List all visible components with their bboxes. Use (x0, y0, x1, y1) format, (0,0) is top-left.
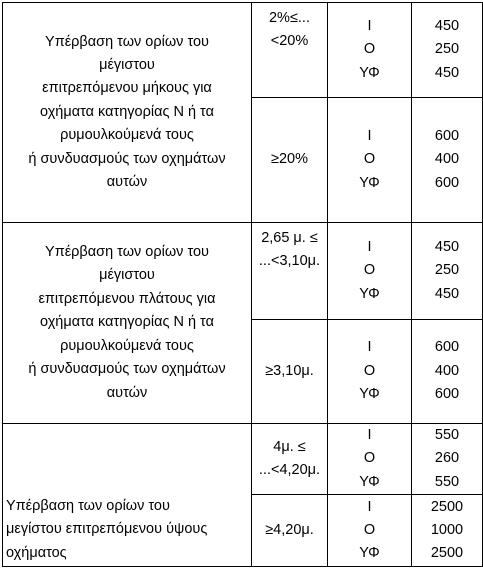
category-label: Ο (363, 262, 376, 279)
category-cell (328, 223, 412, 320)
violation-text-line: οχήματα κατηγορίας Ν ή τα (40, 103, 214, 120)
violation-text-line: ρυμουλκούμενά τους (60, 127, 194, 144)
range-cell (252, 223, 328, 320)
fine-amount: 1000 (430, 522, 464, 539)
violation-text-line: επιτρεπόμενου πλάτους για (38, 290, 216, 307)
violation-text-line: οχήματος (6, 544, 67, 561)
fine-amount: 2500 (430, 545, 464, 562)
amount-cell (412, 495, 483, 567)
category-cell (328, 98, 412, 223)
category-cell (328, 320, 412, 424)
fine-amount: 600 (434, 127, 460, 144)
fine-amount: 250 (434, 262, 460, 279)
range-text-line: ≥3,10μ. (265, 362, 314, 379)
category-label: ΥΦ (359, 473, 380, 490)
violation-text-line: οχήματα κατηγορίας Ν ή τα (40, 314, 214, 331)
range-cell (252, 98, 328, 223)
fine-amount: 600 (434, 339, 460, 356)
violation-text-line: ή συνδυασμούς των οχημάτων (28, 150, 226, 167)
violation-text-line: Υπέρβαση των ορίων του (45, 244, 209, 261)
category-label: Ο (363, 151, 376, 168)
violation-description-height (3, 424, 252, 567)
fine-amount: 400 (434, 151, 460, 168)
violation-text-line: Υπέρβαση των ορίων του (45, 33, 209, 50)
category-label: Ο (363, 450, 376, 467)
category-label: ΥΦ (359, 64, 380, 81)
fine-amount: 450 (434, 17, 460, 34)
violation-text-line: ή συνδυασμούς των οχημάτων (28, 361, 226, 378)
category-cell (328, 3, 412, 98)
fine-amount: 550 (434, 473, 460, 490)
range-text-line: ...<3,10μ. (258, 253, 321, 270)
category-label: Ι (367, 339, 372, 356)
range-text-line: 4μ. ≤ (273, 438, 306, 455)
category-label: Ο (363, 362, 376, 379)
category-label: ΥΦ (359, 545, 380, 562)
table-row (3, 223, 483, 320)
range-text-line: 2,65 μ. ≤ (261, 230, 318, 246)
category-label: Ι (367, 427, 372, 443)
fine-amount: 450 (434, 238, 460, 255)
violation-text-line: μέγιστου (99, 56, 155, 73)
category-label: Ι (367, 17, 372, 34)
fine-amount: 250 (434, 41, 460, 58)
amount-cell (412, 223, 483, 320)
table-row (3, 3, 483, 98)
category-label: Ι (367, 127, 372, 144)
violation-description-width (3, 223, 252, 424)
fine-amount: 260 (434, 450, 460, 467)
range-cell (252, 320, 328, 424)
fine-amount: 600 (434, 174, 460, 191)
fine-amount: 600 (434, 386, 460, 403)
violation-text-line: ρυμουλκούμενά τους (60, 337, 194, 354)
violation-description-length (3, 3, 252, 223)
violation-text-line: αυτών (106, 384, 148, 401)
violation-text-line: αυτών (106, 174, 148, 191)
amount-cell (412, 3, 483, 98)
violation-text-line: μεγίστου επιτρεπόμενου ύψους (6, 521, 208, 538)
fine-amount: 400 (434, 362, 460, 379)
penalty-table (2, 2, 483, 567)
category-label: Ι (367, 238, 372, 255)
range-cell (252, 424, 328, 495)
fine-amount: 450 (434, 285, 460, 302)
range-cell (252, 495, 328, 567)
range-text-line: ≥4,20μ. (265, 522, 314, 539)
category-label: ΥΦ (359, 386, 380, 403)
category-label: Ο (363, 41, 376, 58)
category-label: Ι (367, 498, 372, 515)
amount-cell (412, 98, 483, 223)
range-text-line: 2%≤... (268, 10, 310, 26)
fine-amount: 550 (434, 427, 460, 443)
violation-text-line: Υπέρβαση των ορίων του (6, 498, 170, 514)
fine-amount: 2500 (430, 498, 464, 515)
category-label: ΥΦ (359, 174, 380, 191)
range-cell (252, 3, 328, 98)
amount-cell (412, 320, 483, 424)
amount-cell (412, 424, 483, 495)
violation-text-line: μέγιστου (99, 267, 155, 284)
category-cell (328, 495, 412, 567)
category-cell (328, 424, 412, 495)
violation-text-line: επιτρεπόμενου μήκους για (42, 80, 212, 97)
category-label: ΥΦ (359, 285, 380, 302)
range-text-line: ...<4,20μ. (258, 462, 321, 479)
range-text-line: ≥20% (271, 151, 308, 168)
table-row (3, 424, 483, 495)
category-label: Ο (363, 522, 376, 539)
fine-amount: 450 (434, 64, 460, 81)
range-text-line: <20% (270, 33, 309, 50)
